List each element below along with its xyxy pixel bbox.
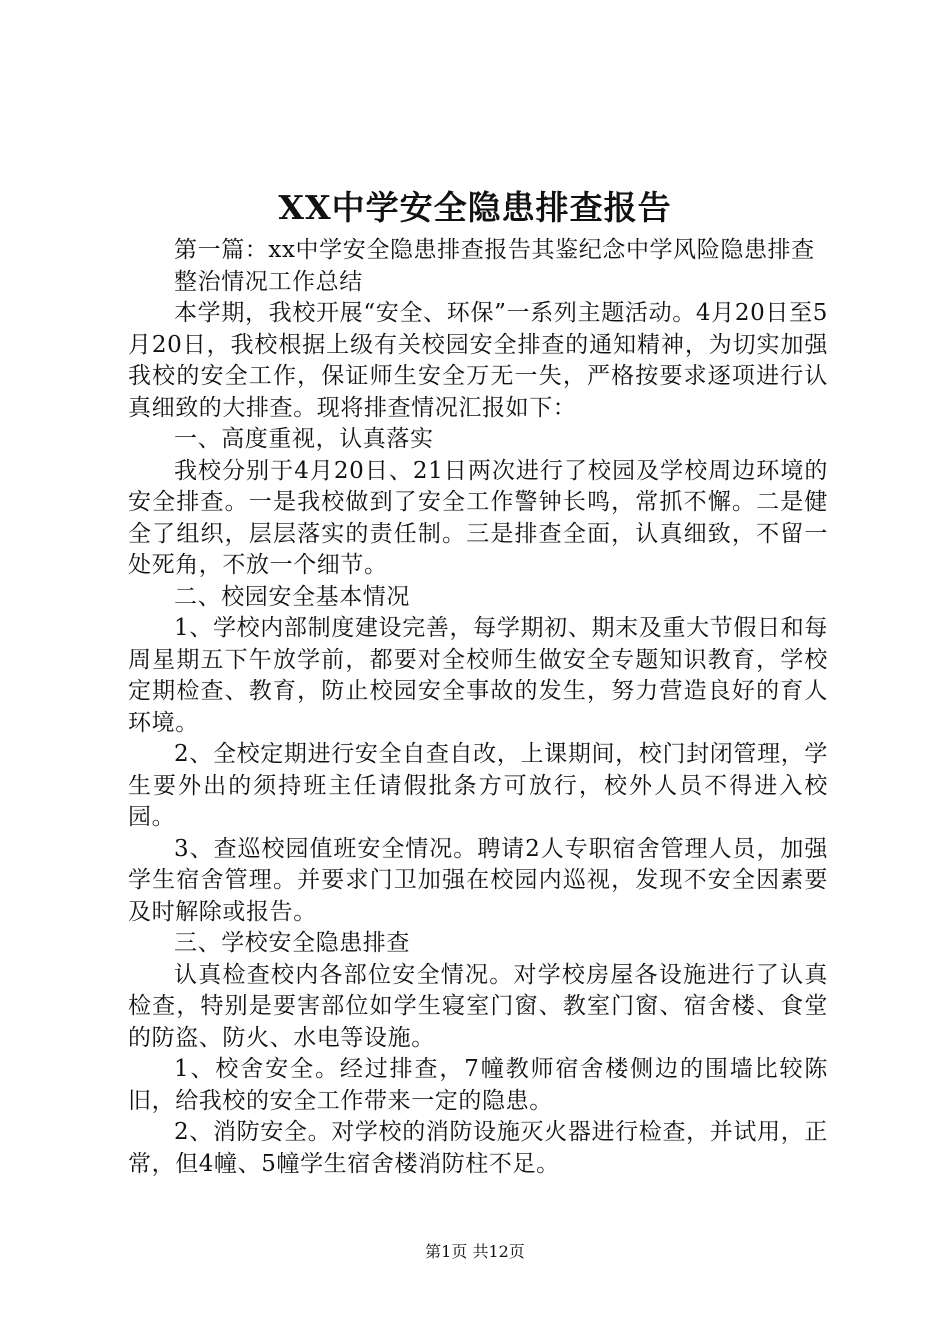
section-heading-3: 三、学校安全隐患排查 (174, 930, 410, 956)
paragraph-heading-part-1: 第一篇：xx中学安全隐患排查报告其鉴纪念中学风险隐患排查 (174, 237, 815, 263)
paragraph-section-3: 认真检查校内各部位安全情况。对学校房屋各设施进行了认真检查，特别是要害部位如学生寝室门窗、教室门窗、宿舍楼、食堂的防盗、防火、水电等设施。 (128, 961, 828, 1051)
document-title: XX中学安全隐患排查报告 (278, 188, 672, 227)
paragraph-fire-safety: 2、消防安全。对学校的消防设施灭火器进行检查，并试用，正常，但4幢、5幢学生宿舍楼消防柱不足。 (128, 1119, 828, 1177)
paragraph-item-1: 1、学校内部制度建设完善，每学期初、期末及重大节假日和每周星期五下午放学前，都要对全校师生做安全专题知识教育，学校定期检查、教育，防止校园安全事故的发生，努力营造良好的育人环境。 (128, 615, 828, 736)
paragraph-intro: 本学期，我校开展“安全、环保”一系列主题活动。4月20日至5月20日，我校根据上级有关校园安全排查的通知精神，为切实加强我校的安全工作，保证师生安全万无一失，严格按要求逐项进行认真细致的大排查。现将排查情况汇报如下： (128, 300, 828, 421)
paragraph-heading-part-2: 整治情况工作总结 (174, 268, 363, 295)
paragraph-building-safety: 1、校舍安全。经过排查，7幢教师宿舍楼侧边的围墙比较陈旧，给我校的安全工作带来一定的隐患。 (128, 1056, 828, 1114)
paragraph-section-1: 我校分别于4月20日、21日两次进行了校园及学校周边环境的安全排查。一是我校做到了安全工作警钟长鸣，常抓不懈。二是健全了组织，层层落实的责任制。三是排查全面，认真细致，不留一处死角，不放一个细节。 (128, 457, 828, 578)
paragraph-item-3: 3、查巡校园值班安全情况。聘请2人专职宿舍管理人员，加强学生宿舍管理。并要求门卫加强在校园内巡视，发现不安全因素要及时解除或报告。 (128, 835, 828, 925)
section-heading-2: 二、校园安全基本情况 (174, 583, 410, 610)
section-heading-1: 一、高度重视，认真落实 (174, 426, 434, 452)
document-body (128, 235, 828, 1180)
page-number-footer: 第1页 共12页 (425, 1242, 525, 1261)
paragraph-item-2: 2、全校定期进行安全自查自改，上课期间，校门封闭管理，学生要外出的须持班主任请假批条方可放行，校外人员不得进入校园。 (128, 741, 828, 830)
